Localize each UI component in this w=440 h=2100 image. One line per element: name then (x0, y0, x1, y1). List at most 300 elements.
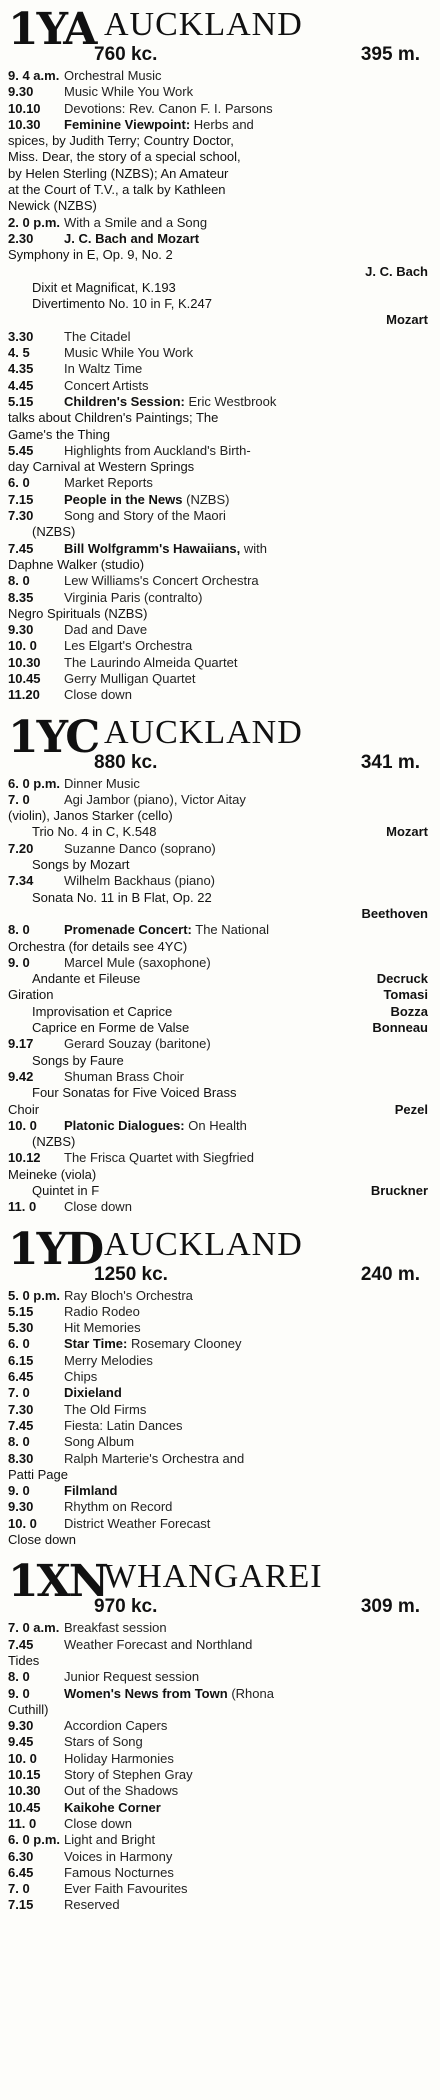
programme-title: Dixieland (64, 1385, 122, 1401)
programme-time: 9. 0 (8, 1483, 30, 1499)
programme-line (8, 1304, 434, 1320)
programme-detail: Daphne Walker (studio) (8, 556, 145, 572)
programme-description: The Old Firms (64, 1401, 147, 1417)
programme-description: Weather Forecast and Northland (64, 1636, 253, 1652)
programme-line (8, 955, 434, 971)
programme-line (8, 1150, 434, 1166)
station-wavelength: 309 m. (360, 1596, 420, 1618)
programme-line (8, 1832, 434, 1848)
programme-line (8, 1653, 434, 1669)
programme-line (8, 280, 434, 296)
station-callsign: 1YA (8, 4, 96, 55)
programme-line (8, 524, 434, 540)
programme-line (8, 1102, 434, 1118)
programme-description: Ever Faith Favourites (64, 1881, 188, 1897)
programme-time: 7.34 (8, 873, 34, 889)
programme-title: Bill Wolfgramm's Hawaiians, (64, 540, 241, 556)
programme-line (8, 671, 434, 687)
programme-time: 9.30 (8, 1718, 34, 1734)
programme-line (8, 1418, 434, 1434)
programme-time: 6.15 (8, 1352, 34, 1368)
programme-detail: Dixit et Magnificat, K.193 (32, 279, 176, 295)
programme-line (8, 312, 434, 328)
programme-line (8, 149, 434, 165)
programme-line (8, 1134, 434, 1150)
programme-description: Wilhelm Backhaus (piano) (64, 873, 216, 889)
composer-credit: Bruckner (367, 1183, 428, 1199)
programme-line (8, 1816, 434, 1832)
programme-detail: (NZBS) (32, 524, 76, 540)
programme-line (8, 247, 434, 263)
programme-line (8, 410, 434, 426)
programme-line (8, 1467, 434, 1483)
station-1yc (8, 711, 434, 1216)
programme-line (8, 508, 434, 524)
programme-description: Music While You Work (64, 345, 194, 361)
station-header (8, 6, 434, 68)
programme-time: 7.45 (8, 1417, 34, 1433)
programme-line (8, 84, 434, 100)
programme-line (8, 1451, 434, 1467)
station-wavelength: 395 m. (360, 44, 420, 65)
programme-description: Breakfast session (64, 1620, 167, 1636)
programme-line (8, 198, 434, 214)
programme-detail: Tides (8, 1652, 40, 1668)
programme-title: Promenade Concert: (64, 922, 192, 938)
programme-detail: Orchestra (for details see 4YC) (8, 938, 188, 954)
programme-detail: Trio No. 4 in C, K.548 (32, 824, 157, 840)
programme-time: 10.15 (8, 1767, 41, 1783)
programme-line (8, 1767, 434, 1783)
programme-time: 10. 0 (8, 638, 37, 654)
programme-detail: Patti Page (8, 1466, 68, 1482)
programme-description: Dad and Dave (64, 622, 148, 638)
programme-line (8, 541, 434, 557)
programme-time: 9.30 (8, 1499, 34, 1515)
programme-time: 6. 0 (8, 1336, 30, 1352)
programme-line (8, 1069, 434, 1085)
programme-detail: Improvisation et Caprice (32, 1003, 173, 1019)
composer-credit: Beethoven (358, 906, 428, 922)
programme-line (8, 1734, 434, 1750)
programme-time: 5.15 (8, 393, 34, 409)
programme-line (8, 971, 434, 987)
programme-description: Holiday Harmonies (64, 1750, 174, 1766)
programme-line (8, 443, 434, 459)
programme-description: with (243, 540, 267, 556)
composer-credit: Decruck (373, 971, 428, 987)
programme-line (8, 1385, 434, 1401)
programme-time: 10.45 (8, 670, 41, 686)
programme-list (8, 1620, 434, 1913)
station-callsign: 1YD (8, 1223, 103, 1275)
programme-detail: at the Court of T.V., a talk by Kathleen (8, 182, 226, 198)
programme-time: 7.20 (8, 840, 34, 856)
programme-line (8, 231, 434, 247)
programme-detail: Songs by Faure (32, 1052, 124, 1068)
programme-time: 2. 0 p.m. (8, 214, 61, 230)
composer-credit: Tomasi (379, 987, 428, 1003)
programme-line (8, 1118, 434, 1134)
programme-line (8, 361, 434, 377)
programme-time: 5.15 (8, 1303, 34, 1319)
programme-time: 9. 0 (8, 1685, 30, 1701)
programme-time: 8. 0 (8, 922, 30, 938)
programme-time: 7. 0 a.m. (8, 1620, 60, 1636)
programme-detail: Newick (NZBS) (8, 198, 97, 214)
station-1ya (8, 6, 434, 704)
programme-description: Light and Bright (64, 1832, 156, 1848)
programme-line (8, 687, 434, 703)
programme-line (8, 1199, 434, 1215)
composer-credit: Mozart (382, 824, 428, 840)
programme-title: Children's Session: (64, 393, 185, 409)
programme-time: 8. 0 (8, 1669, 30, 1685)
programme-time: 9.17 (8, 1036, 34, 1052)
programme-description: Dinner Music (64, 775, 140, 791)
programme-description: Close down (64, 1815, 132, 1831)
programme-line (8, 1183, 434, 1199)
programme-line (8, 573, 434, 589)
programme-description: Reserved (64, 1897, 120, 1913)
programme-time: 9.45 (8, 1734, 34, 1750)
station-callsign: 1XN (8, 1556, 107, 1608)
programme-line (8, 1669, 434, 1685)
programme-description: Marcel Mule (saxophone) (64, 954, 211, 970)
programme-description: Fiesta: Latin Dances (64, 1417, 183, 1433)
programme-time: 10.30 (8, 1783, 41, 1799)
programme-line (8, 1516, 434, 1532)
programme-time: 10.10 (8, 100, 41, 116)
programme-time: 8.35 (8, 589, 34, 605)
programme-line (8, 1686, 434, 1702)
programme-line (8, 1353, 434, 1369)
programme-line (8, 590, 434, 606)
programme-description: Stars of Song (64, 1734, 143, 1750)
programme-time: 4.35 (8, 361, 34, 377)
programme-detail: Quintet in F (32, 1183, 100, 1198)
programme-line (8, 1336, 434, 1352)
composer-credit: Pezel (391, 1102, 428, 1118)
station-city: WHANGAREI (104, 1558, 323, 1596)
station-header (8, 711, 434, 776)
programme-description: Voices in Harmony (64, 1848, 173, 1864)
programme-description: (Rhona (231, 1685, 274, 1701)
programme-detail: Cuthill) (8, 1701, 49, 1717)
programme-line (8, 776, 434, 792)
programme-title: Kaikohe Corner (64, 1799, 161, 1815)
programme-time: 7.15 (8, 1897, 34, 1913)
programme-description: The National (195, 922, 269, 938)
station-1xn (8, 1558, 434, 1913)
programme-line (8, 101, 434, 117)
programme-time: 8. 0 (8, 1434, 30, 1450)
programme-line (8, 68, 434, 84)
programme-description: Suzanne Danco (soprano) (64, 840, 216, 856)
programme-description: Les Elgart's Orchestra (64, 638, 193, 654)
programme-description: Story of Stephen Gray (64, 1767, 193, 1783)
programme-line (8, 857, 434, 873)
programme-time: 8. 0 (8, 573, 30, 589)
programme-detail: day Carnival at Western Springs (8, 459, 195, 475)
programme-description: On Health (188, 1117, 247, 1133)
programme-time: 9.42 (8, 1068, 34, 1084)
programme-line (8, 492, 434, 508)
programme-title: Women's News from Town (64, 1685, 228, 1701)
composer-credit: Bozza (386, 1004, 428, 1020)
programme-line (8, 1532, 434, 1548)
programme-description: Song and Story of the Maori (64, 508, 226, 524)
programme-description: Rhythm on Record (64, 1499, 173, 1515)
programme-line (8, 1881, 434, 1897)
programme-time: 5.30 (8, 1320, 34, 1336)
programme-line (8, 606, 434, 622)
programme-title: People in the News (64, 491, 183, 507)
programme-detail: Meineke (viola) (8, 1166, 97, 1182)
programme-description: Highlights from Auckland's Birth- (64, 442, 251, 458)
programme-line (8, 264, 434, 280)
programme-description: Junior Request session (64, 1669, 200, 1685)
programme-line (8, 1004, 434, 1020)
programme-detail: Symphony in E, Op. 9, No. 2 (8, 247, 173, 263)
programme-time: 6. 0 p.m. (8, 775, 61, 791)
programme-line (8, 1020, 434, 1036)
programme-description: Agi Jambor (piano), Victor Aitay (64, 791, 246, 807)
programme-time: 10.12 (8, 1150, 41, 1166)
programme-line (8, 1167, 434, 1183)
programme-description: Virginia Paris (contralto) (64, 589, 203, 605)
programme-time: 11. 0 (8, 1815, 37, 1831)
programme-detail: Sonata No. 11 in B Flat, Op. 22 (32, 889, 212, 905)
programme-detail: Caprice en Forme de Valse (32, 1020, 190, 1036)
programme-description: Gerard Souzay (baritone) (64, 1036, 211, 1052)
programme-line (8, 1702, 434, 1718)
programme-time: 10.30 (8, 654, 41, 670)
programme-time: 9. 0 (8, 954, 30, 970)
programme-line (8, 557, 434, 573)
programme-description: The Citadel (64, 328, 131, 344)
programme-line (8, 394, 434, 410)
station-header (8, 1223, 434, 1288)
programme-line (8, 1085, 434, 1101)
programme-time: 4. 5 (8, 345, 30, 361)
programme-line (8, 987, 434, 1003)
programme-line (8, 459, 434, 475)
station-frequency: 1250 kc. (94, 1263, 168, 1285)
programme-line (8, 622, 434, 638)
programme-detail: Negro Spirituals (NZBS) (8, 605, 148, 621)
programme-time: 9. 4 a.m. (8, 68, 60, 83)
programme-title: Filmland (64, 1483, 118, 1499)
programme-description: District Weather Forecast (64, 1515, 211, 1531)
programme-line (8, 1783, 434, 1799)
programme-detail: by Helen Sterling (NZBS); An Amateur (8, 165, 229, 181)
programme-time: 7. 0 (8, 791, 30, 807)
composer-credit: J. C. Bach (361, 264, 428, 280)
programme-line (8, 1718, 434, 1734)
programme-line (8, 1499, 434, 1515)
programme-title: J. C. Bach and Mozart (64, 230, 200, 246)
programme-time: 7.45 (8, 1636, 34, 1652)
programme-time: 7. 0 (8, 1385, 30, 1401)
programme-time: 7.15 (8, 491, 34, 507)
station-frequency: 880 kc. (94, 751, 158, 773)
programme-detail: Close down (8, 1532, 76, 1548)
programme-line (8, 939, 434, 955)
programme-title: Platonic Dialogues: (64, 1117, 185, 1133)
station-callsign: 1YC (8, 711, 99, 763)
programme-line (8, 378, 434, 394)
programme-detail: Game's the Thing (8, 426, 110, 442)
programme-line (8, 1800, 434, 1816)
programme-description: Shuman Brass Choir (64, 1068, 184, 1084)
station-wavelength: 341 m. (360, 751, 420, 773)
programme-line (8, 117, 434, 133)
programme-line (8, 792, 434, 808)
programme-list (8, 1288, 434, 1549)
programme-line (8, 427, 434, 443)
programme-description: Song Album (64, 1434, 135, 1450)
programme-description: Close down (64, 687, 132, 703)
programme-detail: Choir (8, 1101, 40, 1117)
programme-line (8, 873, 434, 889)
programme-line (8, 638, 434, 654)
programme-line (8, 1897, 434, 1913)
programme-line (8, 166, 434, 182)
programme-description: Rosemary Clooney (130, 1336, 242, 1352)
station-wavelength: 240 m. (360, 1263, 420, 1285)
programme-description: Merry Melodies (64, 1352, 153, 1368)
programme-list (8, 776, 434, 1216)
programme-line (8, 1483, 434, 1499)
programme-time: 10.45 (8, 1799, 41, 1815)
programme-description: Accordion Capers (64, 1718, 168, 1734)
programme-time: 4.45 (8, 377, 34, 393)
programme-description: Hit Memories (64, 1320, 141, 1336)
programme-detail: Songs by Mozart (32, 857, 130, 873)
station-header (8, 1558, 434, 1620)
station-city: AUCKLAND (104, 713, 303, 751)
programme-description: Chips (64, 1369, 98, 1385)
programme-time: 6. 0 (8, 475, 30, 491)
programme-description: The Frisca Quartet with Siegfried (64, 1150, 255, 1166)
programme-line (8, 1288, 434, 1304)
programme-detail: Andante et Fileuse (32, 971, 141, 987)
composer-credit: Bonneau (368, 1020, 428, 1036)
programme-time: 6. 0 p.m. (8, 1832, 61, 1848)
programme-description: The Laurindo Almeida Quartet (64, 654, 238, 670)
programme-description: Market Reports (64, 475, 153, 491)
programme-line (8, 133, 434, 149)
programme-line (8, 182, 434, 198)
programme-description: Ralph Marterie's Orchestra and (64, 1450, 245, 1466)
programme-time: 11.20 (8, 687, 40, 703)
programme-description: Out of the Shadows (64, 1783, 179, 1799)
station-1yd (8, 1223, 434, 1549)
programme-time: 6.45 (8, 1864, 34, 1880)
programme-description: (NZBS) (186, 491, 230, 507)
programme-description: Devotions: Rev. Canon F. I. Parsons (64, 100, 273, 116)
station-frequency: 970 kc. (94, 1596, 158, 1618)
programme-description: Ray Bloch's Orchestra (64, 1287, 193, 1303)
programme-line (8, 1369, 434, 1385)
programme-line (8, 1865, 434, 1881)
programme-line (8, 1434, 434, 1450)
programme-time: 10. 0 (8, 1515, 37, 1531)
programme-list (8, 68, 434, 704)
programme-line (8, 808, 434, 824)
programme-line (8, 824, 434, 840)
programme-line (8, 329, 434, 345)
programme-title: Feminine Viewpoint: (64, 116, 191, 132)
programme-description: Lew Williams's Concert Orchestra (64, 573, 259, 589)
programme-detail: Divertimento No. 10 in F, K.247 (32, 296, 212, 312)
programme-detail: (NZBS) (32, 1134, 76, 1150)
programme-time: 10. 0 (8, 1750, 37, 1766)
programme-time: 11. 0 (8, 1199, 37, 1215)
programme-time: 7.30 (8, 508, 34, 524)
programme-detail: spices, by Judith Terry; Country Doctor, (8, 133, 234, 149)
programme-description: Music While You Work (64, 84, 194, 100)
programme-line (8, 1036, 434, 1052)
programme-time: 5. 0 p.m. (8, 1287, 61, 1303)
programme-time: 3.30 (8, 328, 34, 344)
programme-line (8, 1637, 434, 1653)
programme-detail: Giration (8, 987, 54, 1003)
programme-line (8, 841, 434, 857)
programme-description: Gerry Mulligan Quartet (64, 670, 196, 686)
programme-time: 9.30 (8, 84, 34, 100)
programme-description: Orchestral Music (64, 68, 162, 83)
programme-time: 7. 0 (8, 1881, 30, 1897)
programme-line (8, 906, 434, 922)
programme-line (8, 1320, 434, 1336)
programme-time: 8.30 (8, 1450, 34, 1466)
programme-line (8, 922, 434, 938)
programme-description: In Waltz Time (64, 361, 143, 377)
programme-description: With a Smile and a Song (64, 214, 208, 230)
programme-line (8, 1053, 434, 1069)
programme-description: Close down (64, 1199, 132, 1215)
programme-description: Famous Nocturnes (64, 1864, 174, 1880)
programme-line (8, 215, 434, 231)
programme-description: Eric Westbrook (188, 393, 277, 409)
programme-detail: (violin), Janos Starker (cello) (8, 808, 173, 824)
programme-time: 7.30 (8, 1401, 34, 1417)
programme-description: Concert Artists (64, 377, 149, 393)
programme-time: 6.30 (8, 1848, 34, 1864)
programme-time: 10. 0 (8, 1117, 37, 1133)
programme-line (8, 1620, 434, 1636)
programme-line (8, 475, 434, 491)
programme-time: 10.30 (8, 116, 41, 132)
programme-line (8, 296, 434, 312)
programme-description: Radio Rodeo (64, 1303, 140, 1319)
programme-line (8, 890, 434, 906)
programme-line (8, 655, 434, 671)
programme-line (8, 1402, 434, 1418)
programme-description: Herbs and (193, 116, 254, 132)
programme-detail: Miss. Dear, the story of a special school, (8, 149, 241, 165)
programme-time: 7.45 (8, 540, 34, 556)
programme-detail: talks about Children's Paintings; The (8, 410, 219, 426)
programme-time: 5.45 (8, 442, 34, 458)
programme-line (8, 1751, 434, 1767)
programme-time: 2.30 (8, 230, 34, 246)
programme-detail: Four Sonatas for Five Voiced Brass (32, 1085, 237, 1101)
station-city: AUCKLAND (104, 6, 303, 43)
station-city: AUCKLAND (104, 1225, 303, 1263)
